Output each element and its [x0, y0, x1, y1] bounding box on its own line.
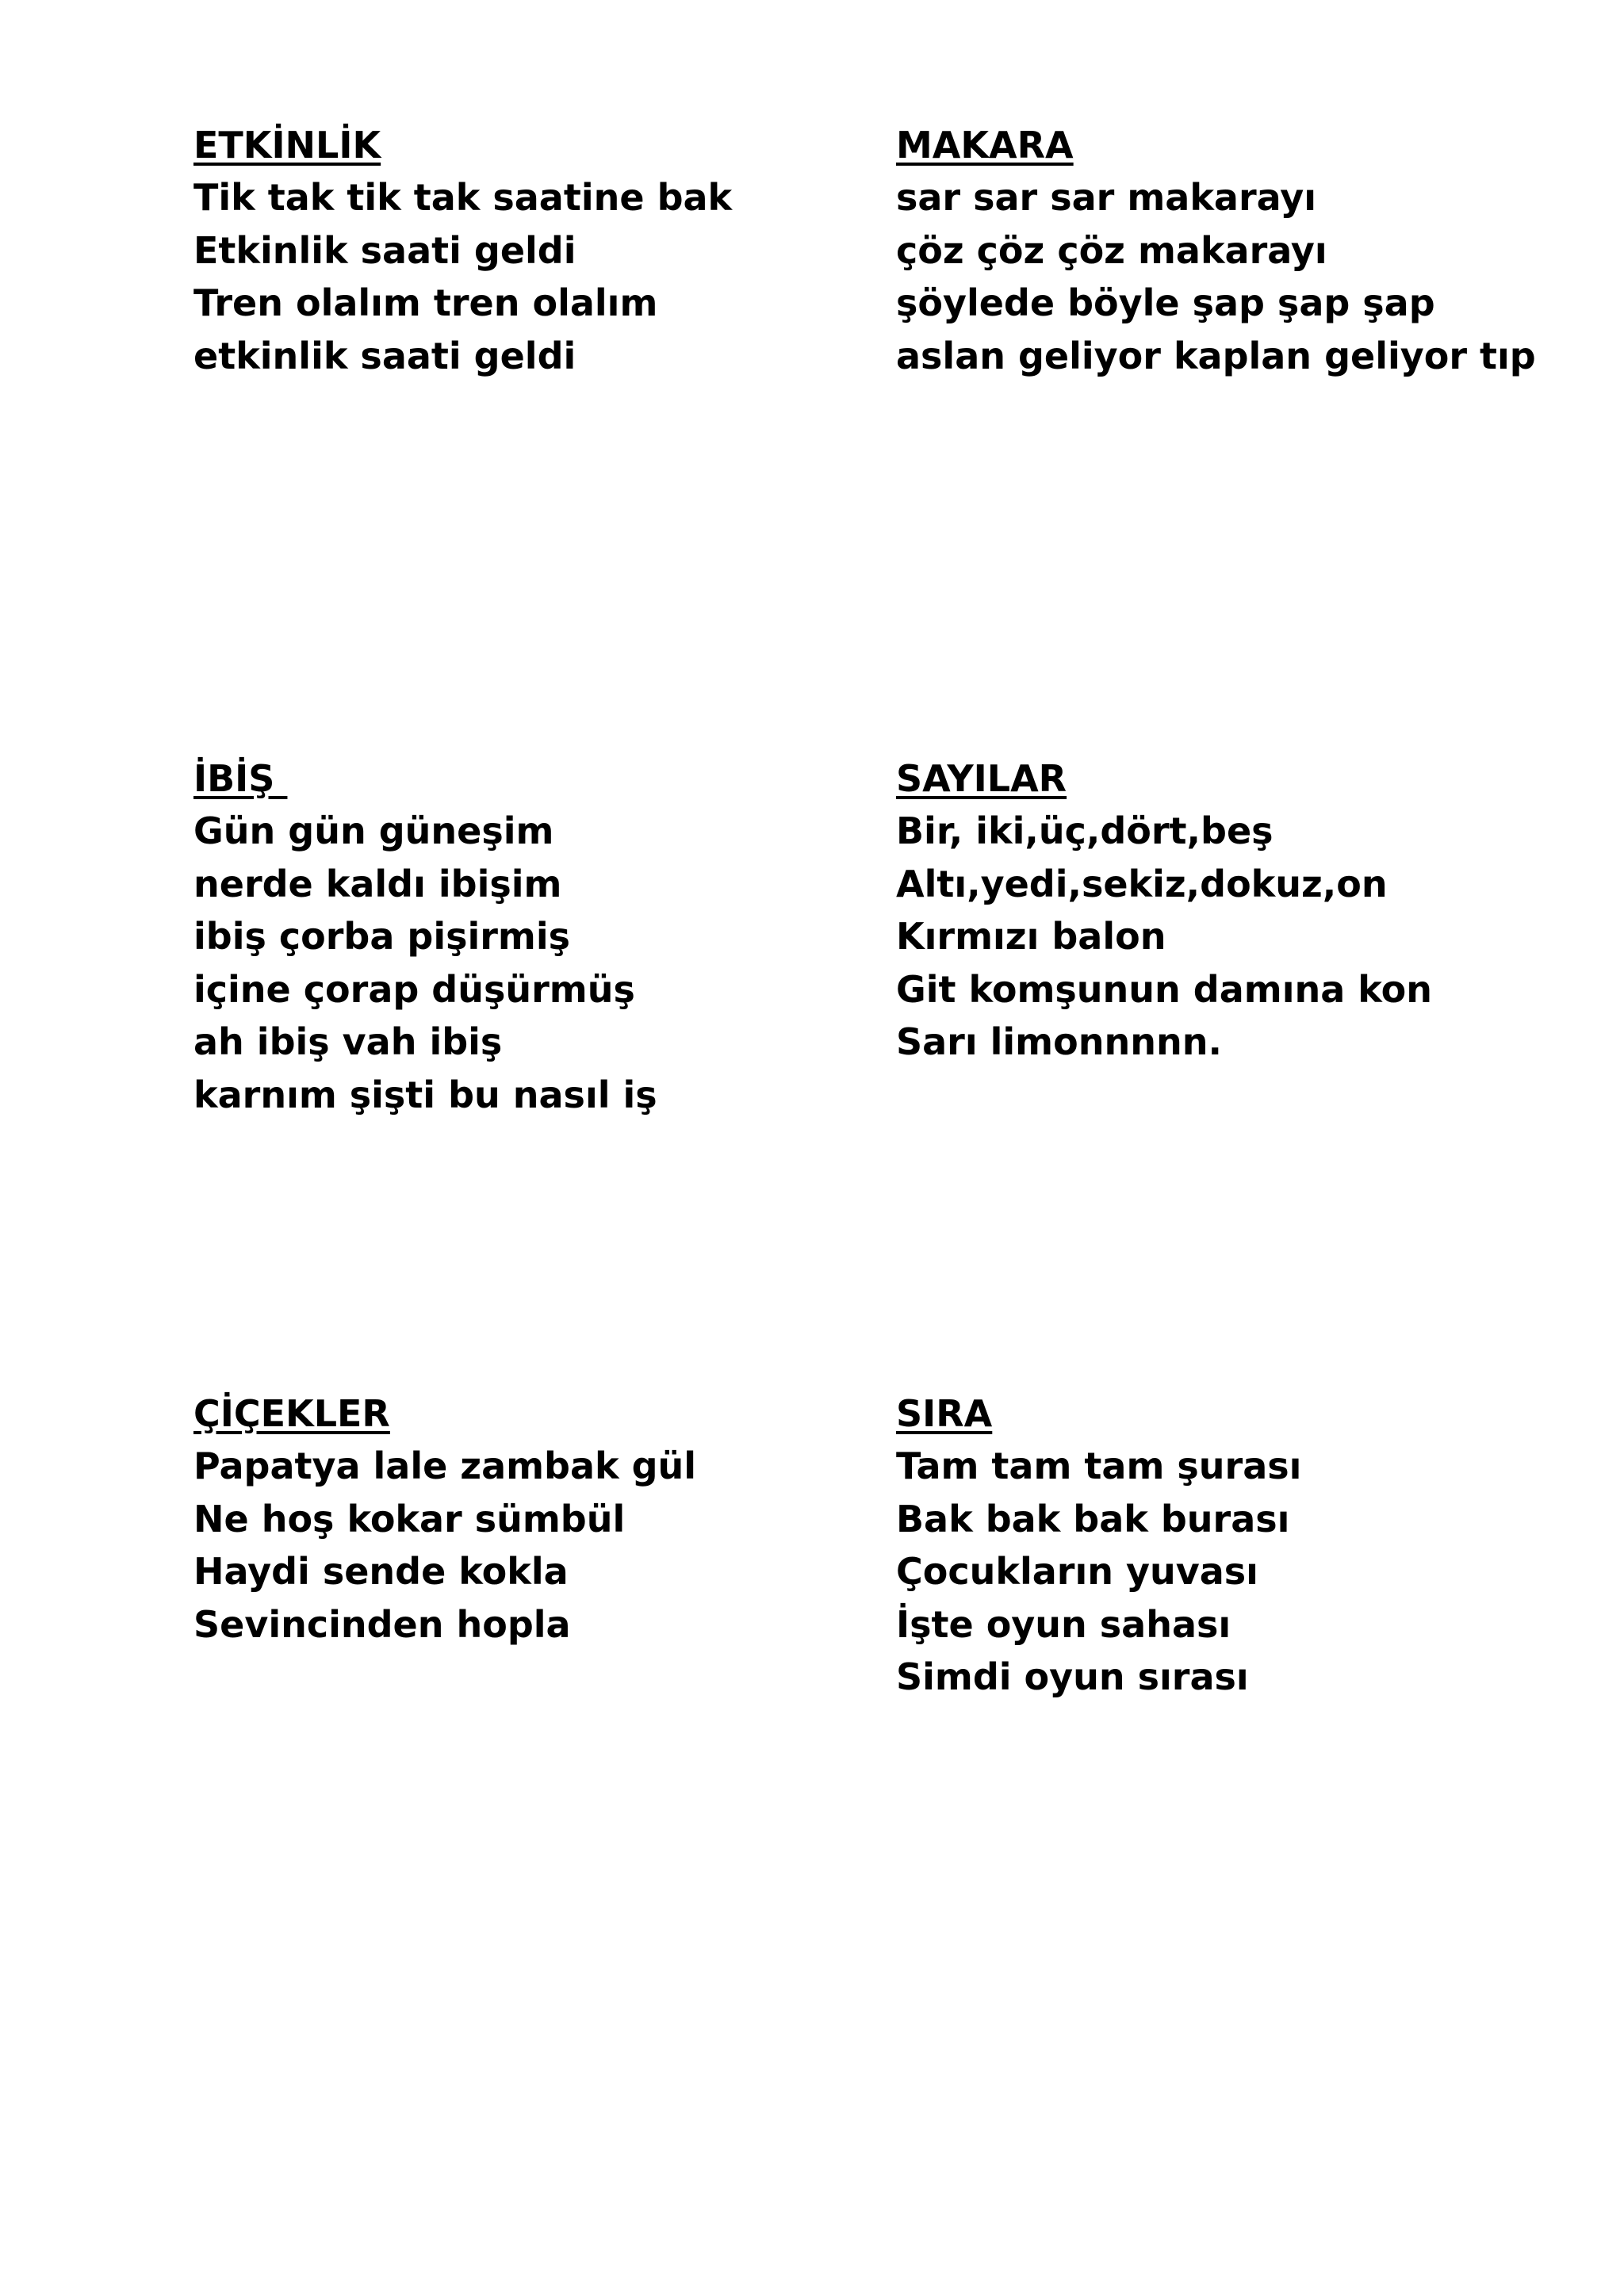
poem-lines — [896, 805, 1578, 1069]
poem-line: Tren olalım tren olalım — [193, 281, 658, 324]
poem-line: Tik tak tik tak saatine bak — [193, 176, 733, 219]
poem-line: etkinlik saati geldi — [193, 334, 576, 377]
poem-lines — [193, 805, 875, 1121]
poem-title: İBİŞ — [193, 757, 288, 800]
poem-line: ah ibiş vah ibiş — [193, 1020, 503, 1063]
poem-line: Papatya lale zambak gül — [193, 1445, 697, 1487]
poem-line: ibiş çorba pişirmiş — [193, 915, 571, 958]
poem-makara — [896, 119, 1578, 382]
poem-line: Gün gün güneşim — [193, 809, 554, 852]
poem-line: içine çorap düşürmüş — [193, 967, 635, 1011]
poem-line: Haydi sende kokla — [193, 1550, 569, 1593]
poem-line: aslan geliyor kaplan geliyor tıp — [896, 334, 1536, 377]
poem-line: Kırmızı balon — [896, 915, 1166, 958]
poem-line: şöylede böyle şap şap şap — [896, 281, 1435, 324]
poem-title: MAKARA — [896, 124, 1074, 166]
poem-line: Etkinlik saati geldi — [193, 228, 576, 272]
poem-line: Sarı limonnnnn. — [896, 1020, 1222, 1063]
poem-line: Sevincinden hopla — [193, 1602, 571, 1646]
poem-title: ÇİÇEKLER — [193, 1392, 390, 1435]
poem-line: karnım şişti bu nasıl iş — [193, 1073, 657, 1116]
poem-line: Altı,yedi,sekiz,dokuz,on — [896, 862, 1388, 905]
poem-line: Ne hoş kokar sümbül — [193, 1497, 626, 1540]
poem-line: Çocukların yuvası — [896, 1550, 1258, 1593]
poem-lines — [896, 1440, 1578, 1704]
poem-lines — [896, 171, 1578, 382]
poem-ibis — [193, 752, 875, 1121]
poem-etkinlik — [193, 119, 875, 382]
poem-line: Bak bak bak burası — [896, 1497, 1290, 1540]
poem-line: Git komşunun damına kon — [896, 967, 1432, 1011]
poem-sayilar — [896, 752, 1578, 1069]
poem-line: Bir, iki,üç,dört,beş — [896, 809, 1274, 852]
poem-line: çöz çöz çöz makarayı — [896, 228, 1327, 272]
poem-line: sar sar sar makarayı — [896, 176, 1317, 219]
poem-lines — [193, 1440, 875, 1651]
poem-line: nerde kaldı ibişim — [193, 862, 562, 905]
poem-title: SAYILAR — [896, 757, 1067, 800]
poem-line: İşte oyun sahası — [896, 1602, 1231, 1646]
poem-title: ETKİNLİK — [193, 124, 381, 166]
poem-lines — [193, 171, 875, 382]
poem-line: Simdi oyun sırası — [896, 1655, 1249, 1698]
poem-line: Tam tam tam şurası — [896, 1445, 1302, 1487]
poem-sira — [896, 1387, 1578, 1704]
poem-title: SIRA — [896, 1392, 993, 1435]
poem-cicekler — [193, 1387, 875, 1651]
